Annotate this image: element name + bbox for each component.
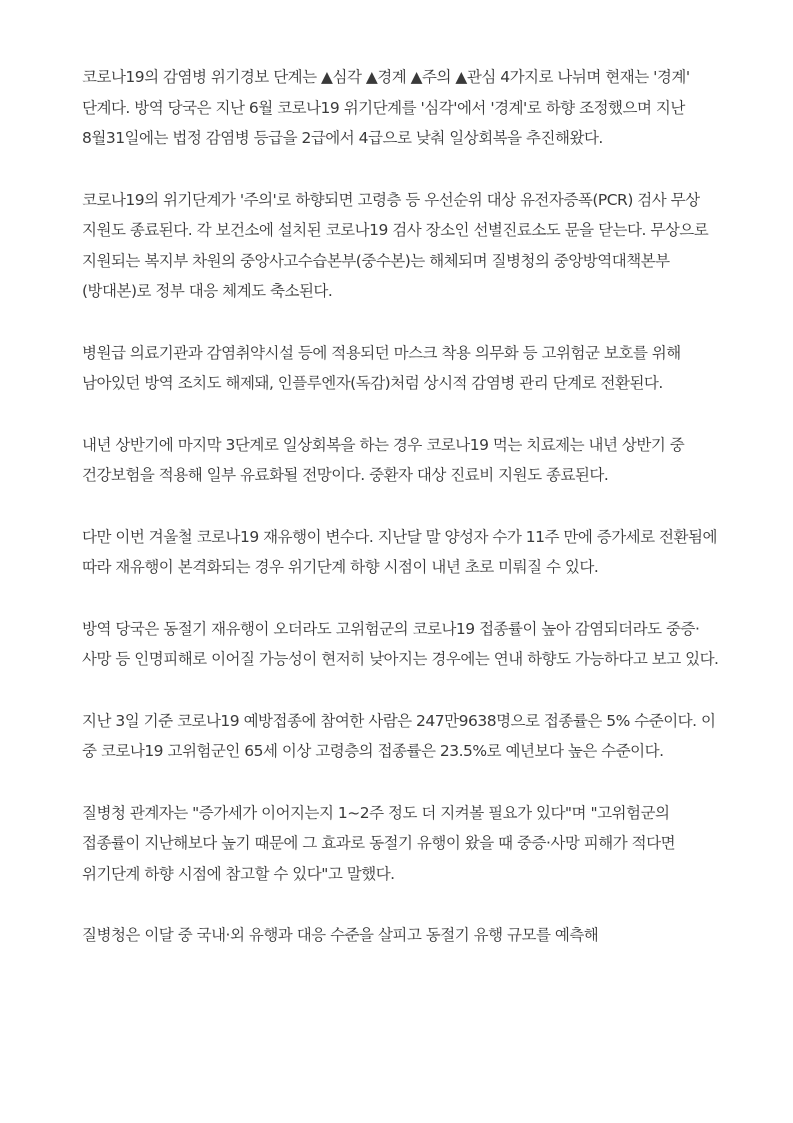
paragraph-3: 병원급 의료기관과 감염취약시설 등에 적용되던 마스크 착용 의무화 등 고위험군 보호를 위해 남아있던 방역 조치도 해제돼, 인플루엔자(독감)처럼 상시적 감염병 관리 단계로 전환된다. (82, 343, 681, 392)
paragraph-6: 방역 당국은 동절기 재유행이 오더라도 고위험군의 코로나19 접종률이 높아 감염되더라도 중증·사망 등 인명피해로 이어질 가능성이 현저히 낮아지는 경우에는 연내 하향도 가능하다고 보고 있다. (82, 619, 719, 668)
article-body (82, 62, 722, 982)
paragraph-1: 코로나19의 감염병 위기경보 단계는 ▲심각 ▲경계 ▲주의 ▲관심 4가지로 나뉘며 현재는 '경계' 단계다. 방역 당국은 지난 6월 코로나19 위기단계를 '심각'에서 '경계'로 하향 조정했으며 지난 8월31일에는 법정 감염병 등급을 2급에서 4급으로 낮춰 일상회복을 추진해왔다. (82, 68, 690, 147)
paragraph-4: 내년 상반기에 마지막 3단계로 일상회복을 하는 경우 코로나19 먹는 치료제는 내년 상반기 중 건강보험을 적용해 일부 유료화될 전망이다. 중환자 대상 진료비 지원도 종료된다. (82, 435, 685, 484)
paragraph-5: 다만 이번 겨울철 코로나19 재유행이 변수다. 지난달 말 양성자 수가 11주 만에 증가세로 전환됨에 따라 재유행이 본격화되는 경우 위기단계 하향 시점이 내년 초로 미뤄질 수 있다. (82, 527, 717, 576)
paragraph-8: 질병청 관계자는 "증가세가 이어지는지 1~2주 정도 더 지켜볼 필요가 있다"며 "고위험군의 접종률이 지난해보다 높기 때문에 그 효과로 동절기 유행이 왔을 때 중증·사망 피해가 적다면 위기단계 하향 시점에 참고할 수 있다"고 말했다. (82, 803, 676, 883)
paragraph-9: 질병청은 이달 중 국내·외 유행과 대응 수준을 살피고 동절기 유행 규모를 예측해 (82, 926, 599, 944)
paragraph-2: 코로나19의 위기단계가 '주의'로 하향되면 고령층 등 우선순위 대상 유전자증폭(PCR) 검사 무상 지원도 종료된다. 각 보건소에 설치된 코로나19 검사 장소인 선별진료소도 문을 닫는다. 무상으로 지원되는 복지부 차원의 중앙사고수습본부(중수본)는 해체되며 질병청의 중앙방역대책본부(방대본)로 정부 대응 체계도 축소된다. (82, 190, 709, 300)
paragraph-7: 지난 3일 기준 코로나19 예방접종에 참여한 사람은 247만9638명으로 접종률은 5% 수준이다. 이 중 코로나19 고위험군인 65세 이상 고령층의 접종률은 23.5%로 예년보다 높은 수준이다. (82, 711, 716, 760)
